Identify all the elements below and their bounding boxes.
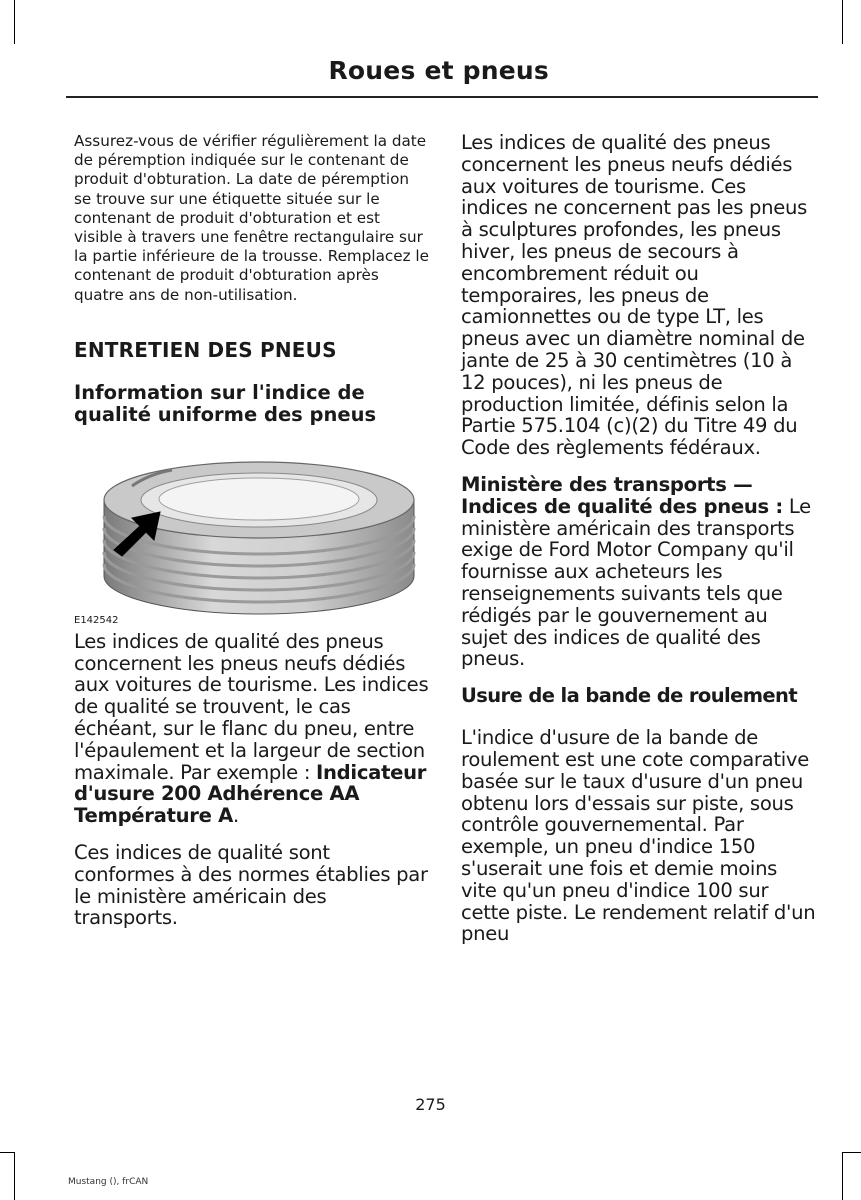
tire-figure bbox=[74, 436, 429, 626]
dot-standards-paragraph: Ces indices de qualité sont conformes à des normes établies par le ministère américain des transports. bbox=[74, 841, 428, 930]
dot-grading-text: Le ministère américain des transports exige de Ford Motor Company qu'il fournisse aux acheteurs les renseignements suivants tels que rédigés par le gouvernement au sujet des indices de qualité des pneus. bbox=[461, 494, 811, 671]
page-title: Roues et pneus bbox=[328, 56, 549, 85]
crop-mark-bottom-right-horizontal bbox=[842, 1152, 861, 1153]
dot-grading-heading: Ministère des transports — Indices de qualité des pneus : bbox=[461, 472, 783, 518]
crop-mark-bottom-left-horizontal bbox=[0, 1152, 15, 1153]
utqg-example: Indicateur d'usure 200 Adhérence AA Température A bbox=[74, 760, 427, 828]
tire-with-arrow-icon bbox=[74, 436, 429, 626]
figure-code: E142542 bbox=[74, 614, 119, 626]
utqg-paragraph-end: . bbox=[233, 804, 239, 828]
utqg-subheading: Information sur l'indice de qualité uniforme des pneus bbox=[74, 380, 377, 426]
crop-mark-bottom-left-vertical bbox=[14, 1152, 15, 1200]
crop-mark-bottom-right-vertical bbox=[842, 1152, 843, 1200]
crop-mark-top-right bbox=[842, 0, 843, 44]
document-label: Mustang (), frCAN bbox=[68, 1177, 149, 1187]
sealant-expiry-paragraph: Assurez-vous de vérifier régulièrement la date de péremption indiquée sur le contenant de produit d'obturation. La date de péremption se trouve sur une étiquette située sur le contenant de produit d'obturation et est visible à travers une fenêtre rectangulaire sur la partie inférieure de la trousse. Remplacez le contenant de produit d'obturation après quatre ans de non-utilisation. bbox=[74, 132, 429, 304]
page-number: 275 bbox=[415, 1095, 446, 1114]
utqg-paragraph-text: Les indices de qualité des pneus concernent les pneus neufs dédiés aux voitures de tourisme. Les indices de qualité se trouvent, le cas échéant, sur le flanc du pneu, entre l'épaulement et la largeur de section maximale. Par exemple : bbox=[74, 629, 429, 784]
treadwear-paragraph: L'indice d'usure de la bande de roulement est une cote comparative basée sur le taux d'usure d'un pneu obtenu lors d'essais sur piste, sous contrôle gouvernemental. Par exemple, un pneu d'indice 150 s'userait une fois et demie moins vite qu'un pneu d'indice 100 sur cette piste. Le rendement relatif d'un pneu bbox=[461, 726, 816, 946]
treadwear-heading: Usure de la bande de roulement bbox=[461, 684, 798, 708]
right-column bbox=[461, 132, 816, 960]
utqg-paragraph bbox=[74, 631, 429, 827]
header-divider bbox=[66, 96, 818, 98]
dot-grading-paragraph bbox=[461, 474, 816, 670]
crop-mark-top-left bbox=[14, 0, 15, 44]
left-column bbox=[74, 132, 429, 944]
exclusions-paragraph: Les indices de qualité des pneus concernent les pneus neufs dédiés aux voitures de tourisme. Ces indices ne concernent pas les pneus à sculptures profondes, les pneus hiver, les pneus de secours à encombrement réduit ou temporaires, les pneus de camionnettes ou de type LT, les pneus avec un diamètre nominal de jante de 25 à 30 centimètres (10 à 12 pouces), ni les pneus de production limitée, définis selon la Partie 575.104 (c)(2) du Titre 49 du Code des règlements fédéraux. bbox=[461, 131, 808, 460]
section-heading: ENTRETIEN DES PNEUS bbox=[74, 337, 337, 362]
